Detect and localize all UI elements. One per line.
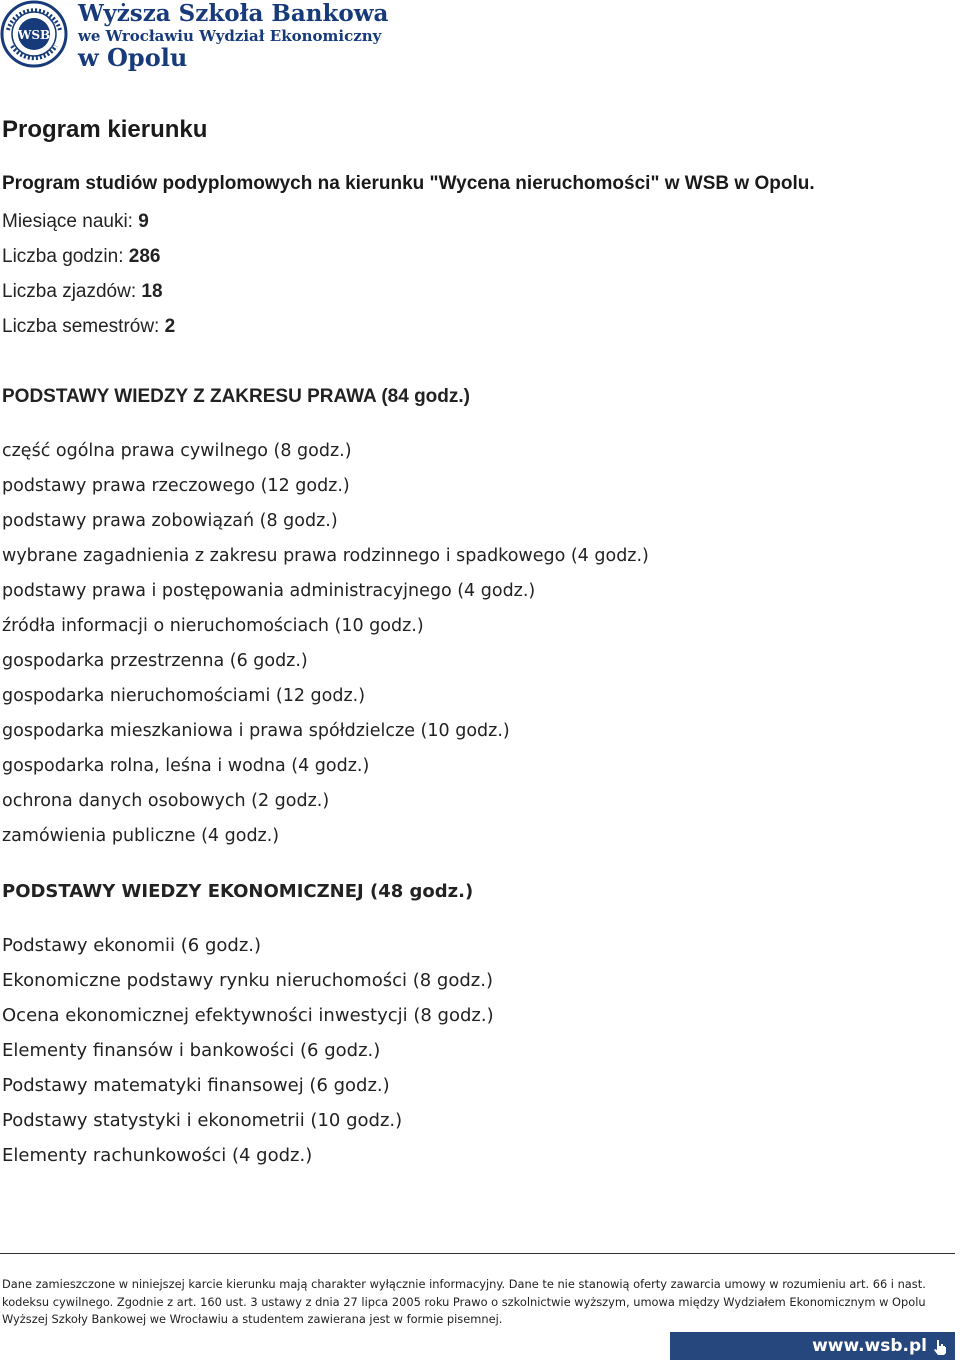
school-name xyxy=(78,2,388,70)
fact-item xyxy=(2,239,952,274)
fact-label: Miesiące nauki: xyxy=(2,211,139,232)
fact-label: Liczba semestrów: xyxy=(2,316,165,337)
course-item: Ekonomiczne podstawy rynku nieruchomości (8 godz.) xyxy=(2,970,493,991)
program-content xyxy=(2,112,952,1173)
fact-value: 9 xyxy=(138,211,149,232)
fact-item xyxy=(2,309,952,344)
footer-divider xyxy=(0,1253,955,1254)
fact-item xyxy=(2,204,952,239)
course-item: gospodarka mieszkaniowa i prawa spółdzielcze (10 godz.) xyxy=(2,721,510,741)
course-list-economics xyxy=(2,928,952,1173)
wsb-seal-icon xyxy=(0,0,68,68)
svg-text:WSB: WSB xyxy=(17,28,51,42)
program-subtitle: Program studiów podyplomowych na kierunku "Wycena nieruchomości" w WSB w Opolu. xyxy=(2,173,815,194)
course-item: zamówienia publiczne (4 godz.) xyxy=(2,826,280,846)
course-item: podstawy prawa rzeczowego (12 godz.) xyxy=(2,476,350,496)
cursor-hand-icon xyxy=(931,1338,949,1356)
course-item: Elementy rachunkowości (4 godz.) xyxy=(2,1145,313,1166)
course-item: Podstawy matematyki finansowej (6 godz.) xyxy=(2,1075,390,1096)
course-item: część ogólna prawa cywilnego (8 godz.) xyxy=(2,441,352,461)
section-heading-economics: PODSTAWY WIEDZY EKONOMICZNEJ (48 godz.) xyxy=(2,881,474,902)
course-item: Ocena ekonomicznej efektywności inwestycji (8 godz.) xyxy=(2,1005,494,1026)
course-item: ochrona danych osobowych (2 godz.) xyxy=(2,791,330,811)
course-item: gospodarka nieruchomościami (12 godz.) xyxy=(2,686,366,706)
website-link[interactable]: www.wsb.pl xyxy=(812,1336,927,1356)
school-logo xyxy=(0,0,389,72)
website-banner[interactable] xyxy=(670,1332,955,1360)
fact-value: 286 xyxy=(128,246,161,267)
course-item: Podstawy ekonomii (6 godz.) xyxy=(2,935,262,956)
course-item: podstawy prawa zobowiązań (8 godz.) xyxy=(2,511,338,531)
program-facts xyxy=(2,204,952,344)
fact-value: 18 xyxy=(141,281,163,302)
course-item: Elementy finansów i bankowości (6 godz.) xyxy=(2,1040,381,1061)
section-heading-law: PODSTAWY WIEDZY Z ZAKRESU PRAWA (84 godz.) xyxy=(2,386,470,407)
fact-label: Liczba godzin: xyxy=(2,246,129,267)
page-title: Program kierunku xyxy=(2,116,208,143)
fact-value: 2 xyxy=(164,316,176,337)
course-item: gospodarka rolna, leśna i wodna (4 godz.) xyxy=(2,756,370,776)
fact-label: Liczba zjazdów: xyxy=(2,281,142,302)
school-name-line-2: we Wrocławiu Wydział Ekonomiczny xyxy=(78,27,382,45)
school-name-line-1: Wyższa Szkoła Bankowa xyxy=(78,0,389,27)
fact-item xyxy=(2,274,952,309)
school-name-line-3: w Opolu xyxy=(78,43,188,72)
course-item: podstawy prawa i postępowania administracyjnego (4 godz.) xyxy=(2,581,536,601)
course-item: Podstawy statystyki i ekonometrii (10 godz.) xyxy=(2,1110,403,1131)
course-item: źródła informacji o nieruchomościach (10 godz.) xyxy=(2,616,424,636)
course-item: wybrane zagadnienia z zakresu prawa rodzinnego i spadkowego (4 godz.) xyxy=(2,546,649,566)
course-item: gospodarka przestrzenna (6 godz.) xyxy=(2,651,308,671)
course-list-law xyxy=(2,434,952,854)
footer-disclaimer: Dane zamieszczone w niniejszej karcie kierunku mają charakter wyłącznie informacyjny. Dane te nie stanowią oferty zawarcia umowy w rozumieniu art. 66 i nast. kodeksu cywilnego. Zgodnie z art. 160 ust. 3 ustawy z dnia 27 lipca 2005 roku Prawo o szkolnictwie wyższym, umowa między Wydziałem Ekonomicznym w Opolu Wyższej Szkoły Bankowej we Wrocławiu a studentem zawierana jest w formie pisemnej. xyxy=(2,1277,926,1326)
